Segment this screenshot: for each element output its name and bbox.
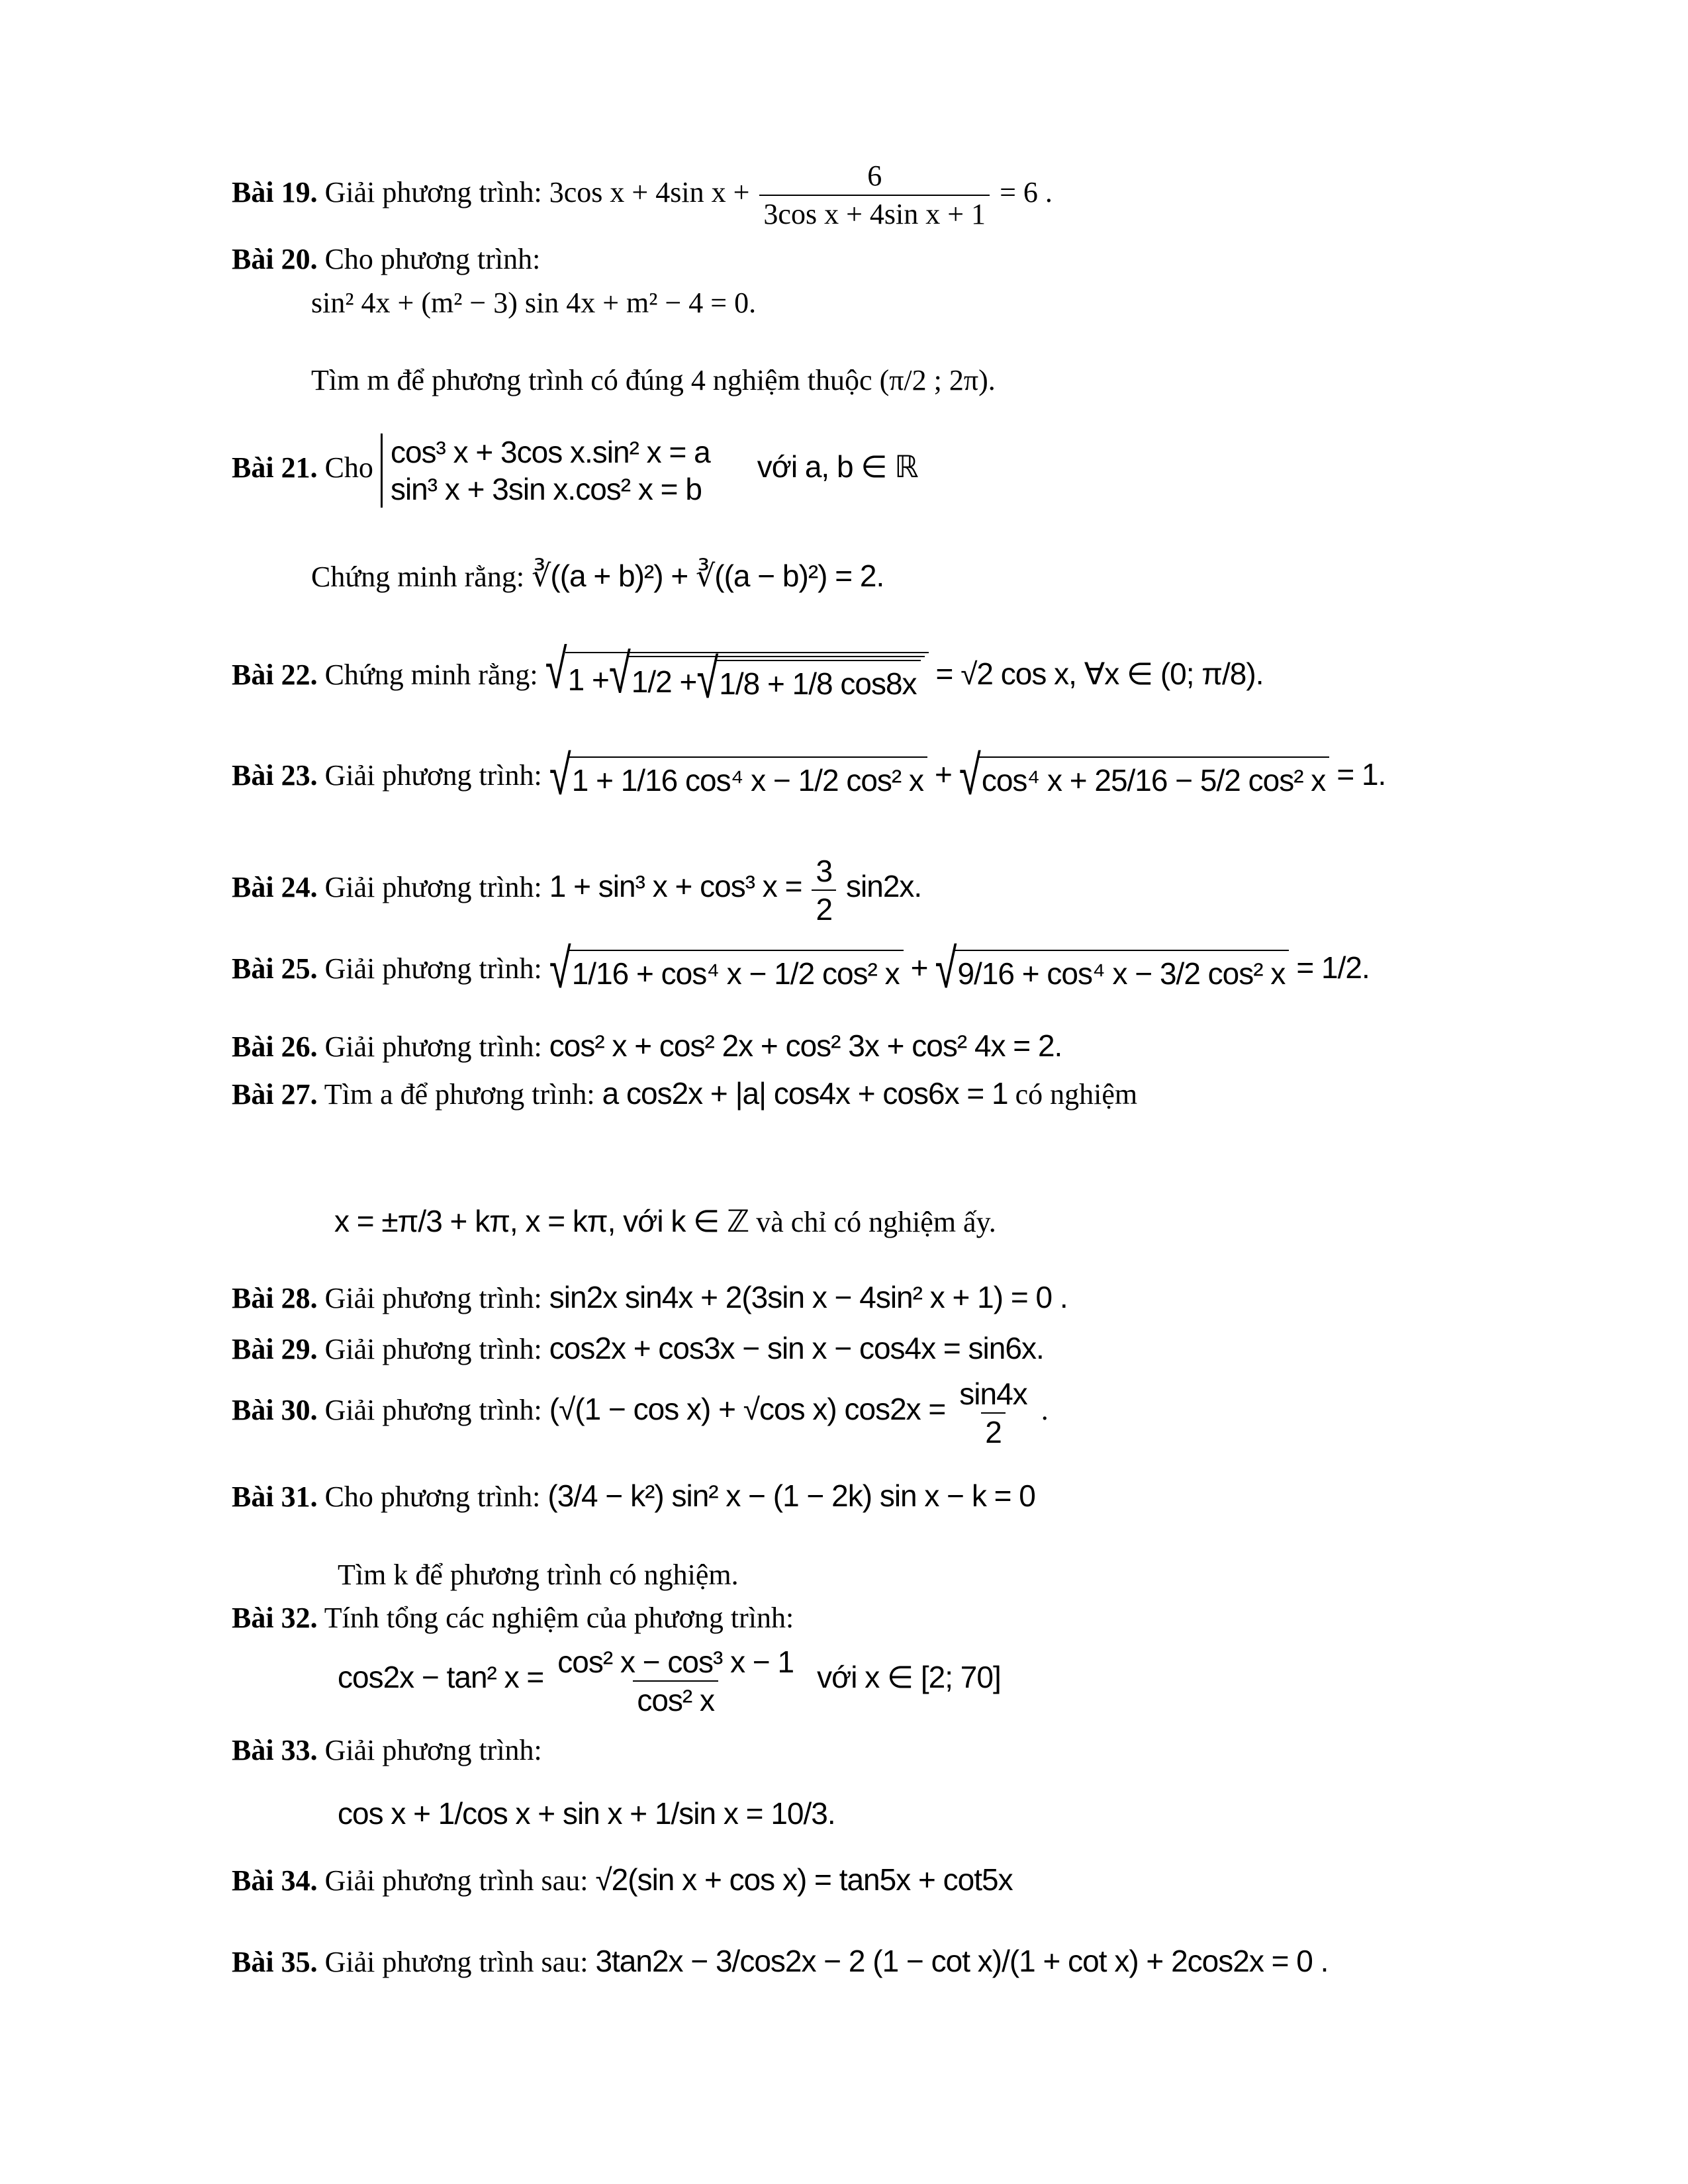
radical-term: cos⁴ x + 25/16 − 5/2 cos² x bbox=[981, 762, 1326, 797]
equation: √2(sin x + cos x) = tan5x + cot5x bbox=[595, 1862, 1013, 1897]
problem-28 bbox=[232, 1277, 1068, 1318]
fraction-denominator: 2 bbox=[812, 889, 836, 927]
problem-label: Bài 21. bbox=[232, 451, 318, 484]
problem-27 bbox=[232, 1073, 1137, 1115]
proof-equation: ∛((a + b)²) + ∛((a − b)²) = 2. bbox=[532, 559, 884, 593]
problem-26 bbox=[232, 1026, 1062, 1067]
problem-label: Bài 27. bbox=[232, 1078, 318, 1111]
problem-label: Bài 28. bbox=[232, 1282, 318, 1314]
equation: cos2x + cos3x − sin x − cos4x = sin6x. bbox=[549, 1331, 1044, 1365]
period: . bbox=[1041, 1394, 1049, 1427]
radical-term: 9/16 + cos⁴ x − 3/2 cos² x bbox=[957, 956, 1286, 991]
fraction bbox=[955, 1377, 1031, 1449]
problem-text: Giải phương trình: bbox=[324, 871, 542, 904]
radical-1: √ 1/16 + cos⁴ x − 1/2 cos² x bbox=[549, 950, 904, 993]
problem-27-solution bbox=[334, 1201, 996, 1242]
equation-rhs: sin2x. bbox=[846, 869, 922, 904]
problem-label: Bài 35. bbox=[232, 1946, 318, 1978]
problem-text: Giải phương trình: bbox=[324, 952, 542, 985]
radical-term: 1/2 + bbox=[631, 664, 697, 699]
problem-text: Giải phương trình: bbox=[324, 1030, 542, 1063]
problem-33-equation bbox=[338, 1794, 835, 1835]
problem-text: Chứng minh rằng: bbox=[324, 659, 538, 692]
equation-rhs: = √2 cos x, ∀x ∈ (0; π/8). bbox=[935, 657, 1264, 692]
problem-label: Bài 33. bbox=[232, 1734, 318, 1766]
equation: cos x + 1/cos x + sin x + 1/sin x = 10/3. bbox=[338, 1796, 835, 1831]
problem-text: Tính tổng các nghiệm của phương trình: bbox=[324, 1602, 794, 1634]
problem-23 bbox=[232, 744, 1386, 806]
problem-33 bbox=[232, 1731, 542, 1770]
system-row-1: cos³ x + 3cos x.sin² x = a bbox=[390, 435, 710, 469]
problem-text: Giải phương trình: bbox=[324, 1394, 542, 1427]
problem-20-equation bbox=[311, 283, 756, 323]
interval: (π/2 ; 2π). bbox=[879, 364, 996, 396]
radical-term: 1/16 + cos⁴ x − 1/2 cos² x bbox=[571, 956, 900, 991]
problem-21-proof bbox=[311, 556, 884, 597]
problem-32-equation bbox=[338, 1645, 1001, 1717]
condition-text: Tìm m để phương trình có đúng 4 nghiệm thuộc bbox=[311, 364, 872, 396]
problem-31-condition bbox=[338, 1555, 739, 1595]
equation-system bbox=[381, 433, 710, 508]
problem-label: Bài 31. bbox=[232, 1480, 318, 1513]
problem-text: Tìm a để phương trình: bbox=[324, 1078, 595, 1111]
problem-29 bbox=[232, 1328, 1044, 1369]
condition: với x ∈ [2; 70] bbox=[817, 1660, 1001, 1695]
radical-term: 1/8 + 1/8 cos8x bbox=[719, 666, 917, 701]
problem-20 bbox=[232, 240, 540, 279]
equation-rhs: = 6 . bbox=[1000, 176, 1053, 209]
problem-34 bbox=[232, 1860, 1013, 1901]
problem-30 bbox=[232, 1377, 1049, 1449]
fraction-numerator: cos² x − cos³ x − 1 bbox=[557, 1645, 794, 1679]
equation-lhs: (√(1 − cos x) + √cos x) cos2x = bbox=[549, 1392, 946, 1427]
problem-label: Bài 20. bbox=[232, 243, 318, 275]
problem-text: Giải phương trình: bbox=[324, 176, 542, 209]
problem-label: Bài 24. bbox=[232, 871, 318, 904]
fraction-numerator: 3 bbox=[816, 854, 833, 888]
radical-1: √ 1 + 1/16 cos⁴ x − 1/2 cos² x bbox=[549, 756, 927, 800]
proof-text: Chứng minh rằng: bbox=[311, 561, 525, 593]
problem-19 bbox=[232, 159, 1053, 232]
fraction-numerator: 6 bbox=[867, 159, 882, 192]
problem-label: Bài 19. bbox=[232, 176, 318, 209]
condition: với a, b ∈ ℝ bbox=[757, 449, 918, 484]
problem-text: Cho bbox=[324, 451, 373, 484]
fraction-denominator: 2 bbox=[981, 1412, 1006, 1449]
equation: sin2x sin4x + 2(3sin x − 4sin² x + 1) = 0 . bbox=[549, 1280, 1068, 1314]
problem-text: Cho phương trình: bbox=[324, 1480, 541, 1513]
problem-22 bbox=[232, 637, 1264, 709]
fraction-denominator: cos² x bbox=[633, 1680, 718, 1717]
problem-label: Bài 34. bbox=[232, 1864, 318, 1897]
problem-label: Bài 32. bbox=[232, 1602, 318, 1634]
equation-lhs: 3cos x + 4sin x + bbox=[549, 176, 750, 209]
problem-text: Giải phương trình: bbox=[324, 1282, 542, 1314]
equation: (3/4 − k²) sin² x − (1 − 2k) sin x − k = 0 bbox=[547, 1479, 1035, 1513]
problem-text: Giải phương trình: bbox=[324, 1734, 542, 1766]
problem-label: Bài 30. bbox=[232, 1394, 318, 1427]
problem-text: Giải phương trình sau: bbox=[324, 1864, 588, 1897]
fraction bbox=[759, 159, 990, 232]
problem-label: Bài 25. bbox=[232, 952, 318, 985]
problem-24 bbox=[232, 854, 921, 927]
problem-tail-text: có nghiệm bbox=[1015, 1078, 1138, 1111]
problem-label: Bài 22. bbox=[232, 659, 318, 692]
fraction-numerator: sin4x bbox=[959, 1377, 1027, 1411]
equation: cos² x + cos² 2x + cos² 3x + cos² 4x = 2. bbox=[549, 1028, 1062, 1063]
problem-25 bbox=[232, 937, 1370, 999]
equation-lhs: cos2x − tan² x = bbox=[338, 1660, 544, 1695]
condition-text: Tìm k để phương trình có nghiệm. bbox=[338, 1559, 739, 1591]
system-row-2: sin³ x + 3sin x.cos² x = b bbox=[390, 472, 702, 506]
plus-sign: + bbox=[910, 950, 928, 985]
nested-radical: √ 1 + √ 1/2 + √ 1/8 + 1/8 cos8x bbox=[545, 652, 929, 704]
equation: 3tan2x − 3/cos2x − 2 (1 − cot x)/(1 + cot x) + 2cos2x = 0 . bbox=[595, 1944, 1329, 1978]
problem-text: Giải phương trình: bbox=[324, 759, 542, 792]
equation-lhs: 1 + sin³ x + cos³ x = bbox=[549, 869, 802, 904]
problem-32 bbox=[232, 1598, 794, 1638]
problem-label: Bài 23. bbox=[232, 759, 318, 792]
fraction bbox=[812, 854, 836, 927]
radical-term: 1 + bbox=[567, 662, 609, 697]
equation: a cos2x + |a| cos4x + cos6x = 1 bbox=[602, 1076, 1008, 1111]
equation-rhs: = 1. bbox=[1336, 757, 1386, 792]
radical-2: √ cos⁴ x + 25/16 − 5/2 cos² x bbox=[959, 756, 1329, 800]
problem-text: Giải phương trình sau: bbox=[324, 1946, 588, 1978]
equation-rhs: = 1/2. bbox=[1296, 950, 1370, 985]
problem-text: Giải phương trình: bbox=[324, 1333, 542, 1365]
plus-sign: + bbox=[935, 757, 952, 792]
problem-label: Bài 29. bbox=[232, 1333, 318, 1365]
fraction-denominator: 3cos x + 4sin x + 1 bbox=[759, 195, 990, 232]
equation: sin² 4x + (m² − 3) sin 4x + m² − 4 = 0. bbox=[311, 287, 757, 319]
solution-set: x = ±π/3 + kπ, x = kπ, với k ∈ ℤ bbox=[334, 1204, 749, 1238]
radical-2: √ 9/16 + cos⁴ x − 3/2 cos² x bbox=[935, 950, 1289, 993]
problem-21 bbox=[232, 433, 918, 508]
problem-label: Bài 26. bbox=[232, 1030, 318, 1063]
problem-20-condition bbox=[311, 361, 996, 400]
problem-text: Cho phương trình: bbox=[324, 243, 541, 275]
solution-tail-text: và chỉ có nghiệm ấy. bbox=[756, 1206, 996, 1238]
radical-term: 1 + 1/16 cos⁴ x − 1/2 cos² x bbox=[571, 762, 923, 797]
problem-35 bbox=[232, 1941, 1328, 1982]
problem-31 bbox=[232, 1476, 1035, 1517]
fraction bbox=[553, 1645, 798, 1717]
